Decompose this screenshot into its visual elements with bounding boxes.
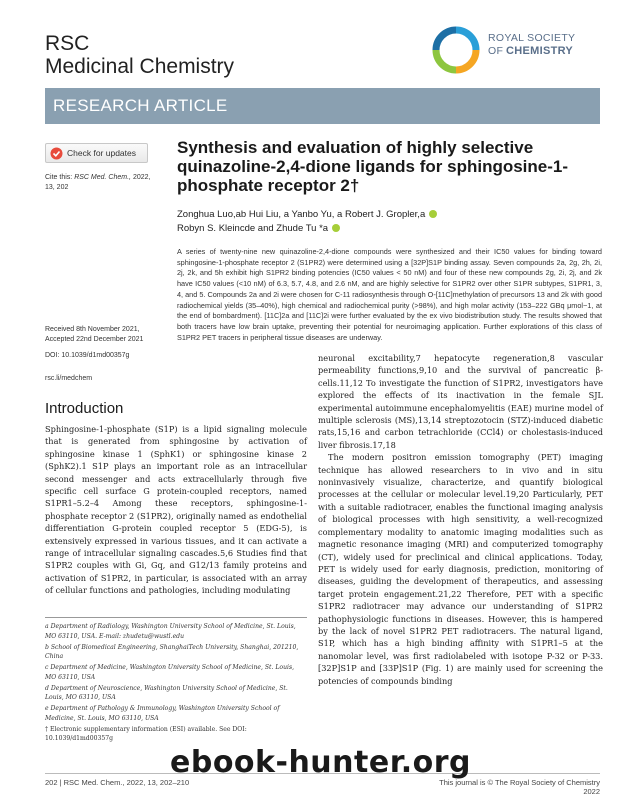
intro-paragraph-1: Sphingosine-1-phosphate (S1P) is a lipid signaling molecule that is generated from sphingosine by activation of sphingosine kinase 1 (SphK1) or sphingosine kinase 2 (SphK2).1 S1P plays an important role as an intracellular second messenger and acts extracellularly through five specific cell surface G protein-coupled receptors, named S1PR1–5.2–4 Among these receptors, sphingosine-1-phosphate receptor 2 (S1PR2), originally named as endothelial differentiation G-protein coupled receptor 5 (EDG-5), is extensively expressed in various tissues, and it can activate a range of intracellular signaling cascades.5,6 Studies find that S1PR2 couples with Gi, Gq, and G12/13 family proteins and activation of S1PR2, in particular, is associated with an array of cellular functions and pathologies, including modulating xyxy=(45,424,307,596)
affiliation-d: d Department of Neuroscience, Washington University School of Medicine, St. Louis, MO 63110, USA xyxy=(45,684,288,701)
logo-line3: CHEMISTRY xyxy=(506,45,574,57)
watermark: ebook-hunter.org xyxy=(170,745,471,780)
affiliation-b: b School of Biomedical Engineering, ShanghaiTech University, Shanghai, 201210, China xyxy=(45,643,299,660)
logo-line2: OF xyxy=(488,45,504,57)
check-updates-label: Check for updates xyxy=(67,148,136,158)
introduction-heading: Introduction xyxy=(45,400,124,417)
author-list xyxy=(177,208,577,236)
journal-link[interactable]: rsc.li/medchem xyxy=(45,375,93,382)
authors-line2-text: Robyn S. Kleincde and Zhude Tu *a xyxy=(177,223,329,234)
cite-rest: 2022, 13, 202 xyxy=(45,174,151,191)
journal-name xyxy=(45,32,234,78)
authors-line2 xyxy=(177,222,577,236)
doi[interactable]: DOI: 10.1039/d1md00357g xyxy=(45,352,130,359)
logo-line1: ROYAL SOCIETY xyxy=(488,32,576,44)
affiliation-e: e Department of Pathology & Immunology, Washington University School of Medicine, St. Louis, MO 63110, USA xyxy=(45,705,280,722)
article-title: Synthesis and evaluation of highly selective quinazoline-2,4-dione ligands for sphingosine-1-phosphate receptor 2† xyxy=(177,138,569,195)
rsc-logo-icon xyxy=(430,26,482,74)
cite-prefix: Cite this: xyxy=(45,174,73,181)
citation xyxy=(45,173,160,193)
intro-paragraph-3: The modern positron emission tomography (PET) imaging technique has allowed researchers to in vivo and in situ noninvasively visualize, characterize, and quantify biological processes at the cellular or molecular level.19,20 Particularly, PET with a suitable radiotracer, enables the functional imaging analysis of biological processes with high sensitivity, a well-recognized complementary modality to anatomic imaging modalities such as magnetic resonance imaging (MRI) and computerized tomography (CT), widely used for preclinical and clinical applications. Today, PET is widely used for early diagnosis, prediction, monitoring of diseases, guiding the development of therapeutics, and assessing target protein engagement.21,22 Therefore, PET with a specific S1PR2 radiotracer may advance our understanding of S1PR2 pathophysiologic functions in diseases. However, this is hampered by the lack of novel S1PR2 PET radiotracers. The natural ligand, S1P, which has a high binding affinity with S1PR1–5 at the nanomolar level, was first radiolabeled with isotope P-32 or P-33. [32P]S1P and [33P]S1P (Fig. 1) are mainly used for screening the potencies of compounds binding xyxy=(318,452,603,686)
authors-line1-text: Zonghua Luo,ab Hui Liu, a Yanbo Yu, a Robert J. Gropler,a xyxy=(177,209,426,220)
affiliation-a: a Department of Radiology, Washington University School of Medicine, St. Louis, MO 63110, USA. E-mail: zhudetu@wustl.edu xyxy=(45,623,296,640)
intro-paragraph-2: neuronal excitability,7 hepatocyte regeneration,8 vascular permeability functions,9,10 and the survival of pancreatic β-cells.11,12 To investigate the function of S1PR2, investigators have explored the effects of its inactivation in the female SJL experimental autoimmune encephalomyelitis (EAE) murine model of multiple sclerosis (MS),13,14 streptozotocin (STZ)-induced diabetic rats,15,16 and carbon tetrachloride (CCl4) or cholestasis-induced liver fibrosis.17,18 xyxy=(318,353,603,450)
journal-name-line1: RSC xyxy=(45,32,90,55)
abstract: A series of twenty-nine new quinazoline-2,4-dione compounds were synthesized and their IC50 values for binding toward sphingosine-1-phosphate receptor 2 (S1PR2) were determined using a [32P]S1P binding assay. Seven compounds 2a, 2g, 2h, 2i, 2j, 2k, and 5h exhibit high S1PR2 binding potencies (IC50 values < 50 nM) and four of these new compounds 2g, 2i, 2j, and 2k have IC50 values (<10 nM) of 6.3, 5.7, 4.8, and 2.6 nM, and are highly selective for S1PR2 over other S1PR subtypes, S1PR1, 3, 4, and 5. Compounds 2a and 2i were chosen for C-11 radiosynthesis through O-[11C]methylation of precursors 13 and 2k with good radiochemical yields (35–40%), high chemical and radiochemical purity (>98%), and high molar activity (153–222 GBq μmol−1, at the end of bombardment). [11C]2a and [11C]2i were further evaluated by the ex vivo biodistribution study. The results showed that both tracers have low brain uptake, preventing their potential for neuroimaging application. Further explorations of this class of S1PR2 PET tracers in peripheral tissue diseases are underway. xyxy=(177,247,602,342)
received-dates xyxy=(45,325,170,345)
body-column-right xyxy=(318,352,603,687)
body-column-left xyxy=(45,423,307,597)
article-type-label: RESEARCH ARTICLE xyxy=(53,96,228,115)
received-date: Received 8th November 2021, xyxy=(45,326,140,333)
affiliations xyxy=(45,622,307,745)
footnote-divider xyxy=(45,617,307,618)
orcid-icon[interactable] xyxy=(429,210,437,218)
article-type-banner xyxy=(45,88,600,124)
page-footer-left: 202 | RSC Med. Chem., 2022, 13, 202–210 xyxy=(45,778,190,787)
affiliation-c: c Department of Medicine, Washington University School of Medicine, St. Louis, MO 63110, USA xyxy=(45,664,295,681)
accepted-date: Accepted 22nd December 2021 xyxy=(45,336,144,343)
authors-line1 xyxy=(177,208,577,222)
check-updates-icon xyxy=(50,147,63,160)
journal-name-line2: Medicinal Chemistry xyxy=(45,55,235,78)
cite-journal: RSC Med. Chem., xyxy=(74,174,131,181)
orcid-icon[interactable] xyxy=(332,224,340,232)
rsc-logo xyxy=(430,26,600,76)
esi-note: † Electronic supplementary information (ESI) available. See DOI: 10.1039/d1md00357g xyxy=(45,725,247,742)
page-footer-right: This journal is © The Royal Society of Chemistry 2022 xyxy=(439,778,600,796)
check-updates-button[interactable] xyxy=(45,143,148,163)
